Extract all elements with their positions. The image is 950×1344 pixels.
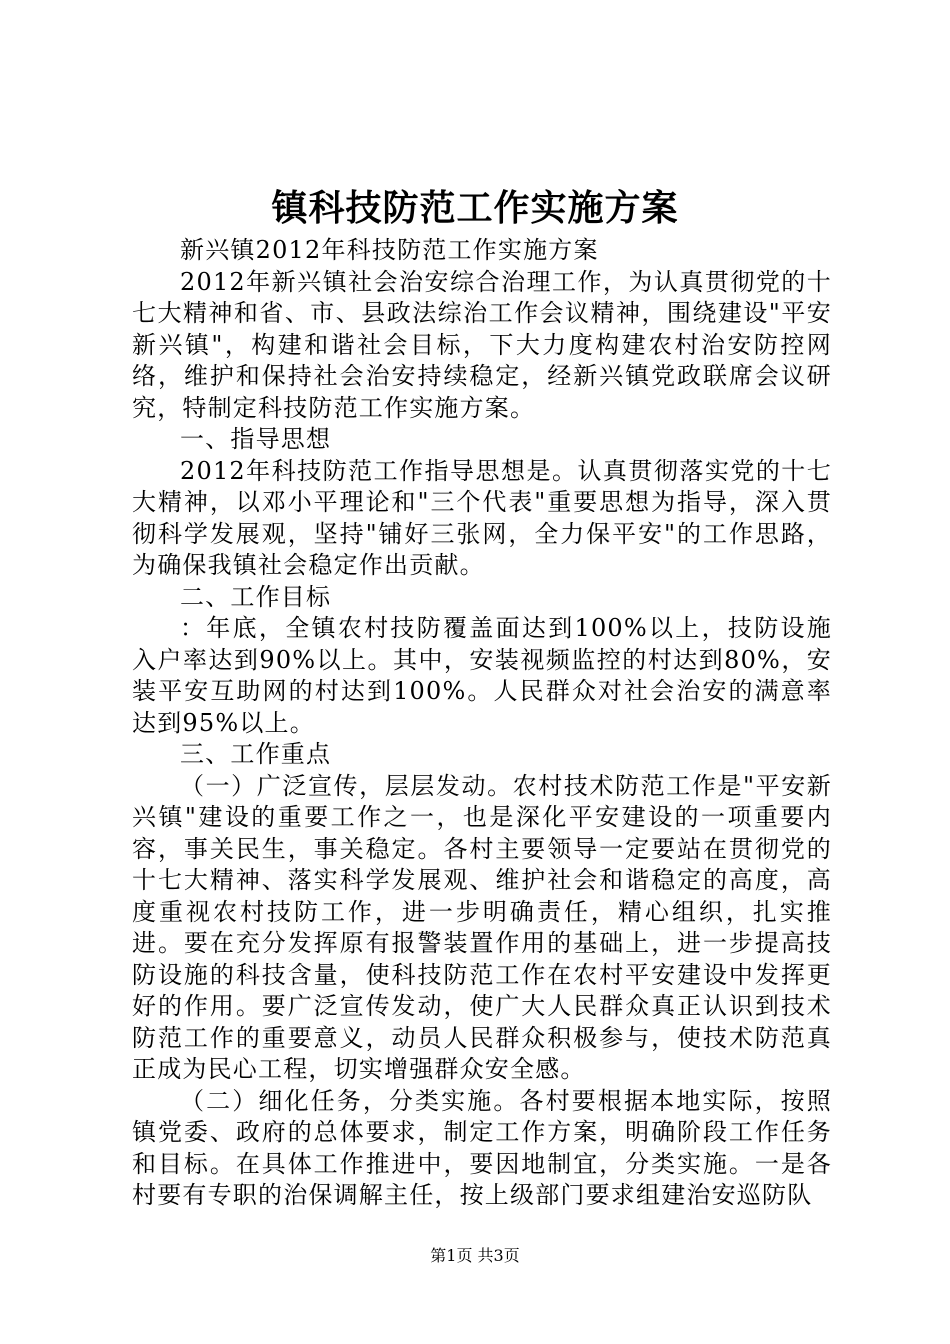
document-title: 镇科技防范工作实施方案 — [271, 187, 679, 229]
paragraph-work-goals: ：年底，全镇农村技防覆盖面达到100%以上，技防设施入户率达到90%以上。其中，安装视频监控的村达到80%，安装平安互助网的村达到100%。人民群众对社会治安的满意率达到95%以上。 — [132, 614, 832, 737]
page-footer: 第1页 共3页 — [430, 1246, 520, 1265]
paragraph-intro: 2012年新兴镇社会治安综合治理工作，为认真贯彻党的十七大精神和省、市、县政法综治工作会议精神，围绕建设"平安新兴镇"，构建和谐社会目标，下大力度构建农村治安防控网络，维护和保持社会治安持续稳定，经新兴镇党政联席会议研究，特制定科技防范工作实施方案。 — [132, 267, 832, 422]
paragraph-focus-1: （一）广泛宣传，层层发动。农村技术防范工作是"平安新兴镇"建设的重要工作之一，也是深化平安建设的一项重要内容，事关民生，事关稳定。各村主要领导一定要站在贯彻党的十七大精神、落实科学发展观、维护社会和谐稳定的高度，高度重视农村技防工作，进一步明确责任，精心组织，扎实推进。要在充分发挥原有报警装置作用的基础上，进一步提高技防设施的科技含量，使科技防范工作在农村平安建设中发挥更好的作用。要广泛宣传发动，使广大人民群众真正认识到技术防范工作的重要意义，动员人民群众积极参与，使技术防范真正成为民心工程，切实增强群众安全感。 — [132, 771, 832, 1083]
paragraph-guiding-ideology: 2012年科技防范工作指导思想是。认真贯彻落实党的十七大精神，以邓小平理论和"三个代表"重要思想为指导，深入贯彻科学发展观，坚持"铺好三张网，全力保平安"的工作思路，为确保我镇社会稳定作出贡献。 — [132, 456, 832, 579]
paragraph-subtitle: 新兴镇2012年科技防范工作实施方案 — [180, 236, 599, 264]
section-heading-work-focus: 三、工作重点 — [180, 740, 332, 768]
section-heading-guiding-ideology: 一、指导思想 — [180, 425, 332, 453]
paragraph-focus-2: （二）细化任务，分类实施。各村要根据本地实际，按照镇党委、政府的总体要求，制定工作方案，明确阶段工作任务和目标。在具体工作推进中，要因地制宜，分类实施。一是各村要有专职的治保调解主任，按上级部门要求组建治安巡防队 — [132, 1086, 832, 1209]
document-body — [132, 235, 832, 1212]
section-heading-work-goals: 二、工作目标 — [180, 582, 332, 611]
